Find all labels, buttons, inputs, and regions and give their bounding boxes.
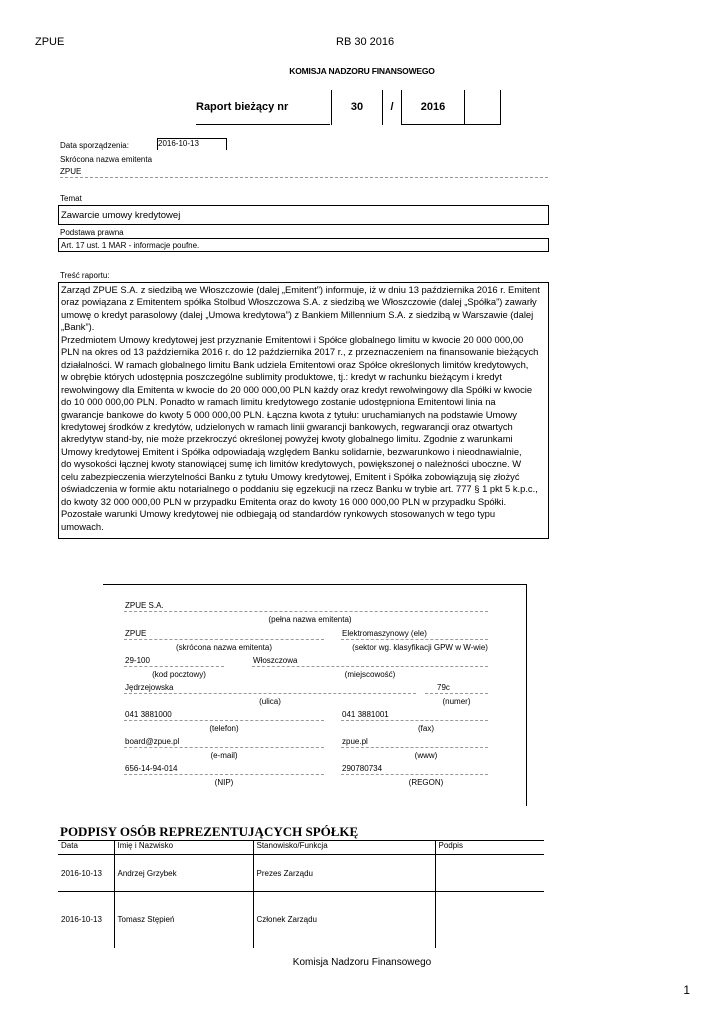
subject-label: Temat [60, 194, 82, 203]
issuer-short-name: ZPUE [125, 629, 147, 638]
issuer-city-label: (miejscowość) [344, 670, 396, 679]
legal-basis-field [58, 238, 549, 252]
signer-signature [435, 892, 544, 948]
commission-title: KOMISJA NADZORU FINANSOWEGO [289, 66, 435, 76]
issuer-nip: 656-14-94-014 [125, 764, 178, 773]
issuer-postal-code: 29-100 [125, 656, 150, 665]
issuer-nip-label: (NIP) [214, 778, 234, 787]
short-name-label: Skrócona nazwa emitenta [60, 155, 153, 164]
signer-position: Prezes Zarządu [253, 855, 435, 892]
short-name-value: ZPUE [60, 167, 82, 176]
report-year: 2016 [420, 101, 446, 113]
page-number: 1 [683, 983, 690, 997]
legal-basis-label: Podstawa prawna [60, 228, 124, 237]
issuer-www-label: (www) [414, 751, 438, 760]
column-header-date: Data [58, 840, 114, 855]
issuer-phone: 041 3881000 [125, 710, 172, 719]
issuer-regon: 290780734 [342, 764, 383, 773]
issuer-email: board@zpue.pl [125, 737, 180, 746]
subject-field [58, 205, 549, 225]
signer-signature [435, 855, 544, 892]
report-number: 30 [350, 101, 364, 113]
issuer-email-label: (e-mail) [210, 751, 238, 760]
issuer-full-name: ZPUE S.A. [125, 601, 164, 610]
report-label: Raport bieżący nr [196, 101, 289, 113]
issuer-postal-code-label: (kod pocztowy) [152, 670, 206, 679]
signer-name: Andrzej Grzybek [114, 855, 253, 892]
issuer-number: 79c [437, 683, 450, 692]
issuer-street: Jędrzejowska [125, 683, 174, 692]
issuer-short-name-label: (skrócona nazwa emitenta) [175, 643, 273, 652]
column-header-position: Stanowisko/Funkcja [253, 840, 435, 855]
date-label: Data sporządzenia: [60, 141, 129, 150]
column-header-signature: Podpis [435, 840, 544, 855]
header-issuer: ZPUE [35, 36, 65, 48]
issuer-phone-label: (telefon) [209, 724, 239, 733]
issuer-www: zpue.pl [342, 737, 368, 746]
issuer-sector-label: (sektor wg. klasyfikacji GPW w W-wie) [352, 643, 488, 652]
signer-date: 2016-10-13 [61, 915, 102, 925]
header-report-code: RB 30 2016 [336, 36, 395, 48]
issuer-fax: 041 3881001 [342, 710, 389, 719]
short-name-field [60, 167, 548, 178]
signer-name: Tomasz Stępień [114, 892, 253, 948]
content-label: Treść raportu: [60, 271, 110, 280]
subject-value: Zawarcie umowy kredytowej [61, 210, 181, 221]
issuer-sector: Elektromaszynowy (ele) [342, 629, 427, 638]
table-row [58, 892, 544, 948]
signer-date: 2016-10-13 [58, 855, 114, 892]
issuer-street-label: (ulica) [259, 697, 281, 706]
issuer-number-label: (numer) [442, 697, 471, 706]
issuer-city: Włoszczowa [253, 656, 298, 665]
column-header-name: Imię i Nazwisko [114, 840, 253, 855]
issuer-regon-label: (REGON) [408, 778, 444, 787]
date-field [157, 138, 227, 150]
legal-basis-value: Art. 17 ust. 1 MAR - informacje poufne. [61, 241, 200, 250]
report-content: Zarząd ZPUE S.A. z siedzibą we Włoszczowie (dalej „Emitent”) informuje, iż w dniu 13 października 2016 r. Emitent oraz powiązana z Emitentem spółka Stolbud Włoszczowa S.A. z siedzibą we Włoszczowie (dalej „Spółka”) zawarły umowę o kredyt parasolowy (dalej „Umowa kredytowa”) z Bankiem Millennium S.A. z siedzibą w Warszawie (dalej „Bank”). Przedmiotem Umowy kredytowej jest przyznanie Emitentowi i Spółce globalnego limitu w kwocie 20 000 000,00 PLN na okres od 13 października 2016 r. do 12 października 2017 r., z przeznaczeniem na finansowanie bieżących działalności. W ramach globalnego limitu Bank udziela Emitentowi oraz Spółce określonych limitów kredytowych, w obrębie których udostępnia poszczególne sublimity produktowe, tj.: kredyt w rachunku bieżącym i kredyt rewolwingowy dla Emitenta w kwocie do 20 000 000,00 PLN każdy oraz kredyt rewolwingowy dla Spółki w kwocie do 10 000 000,00 PLN. Ponadto w ramach limitu kredytowego zostanie udostępniona Emitentowi linia na gwarancje bankowe do kwoty 5 000 000,00 PLN. Łączna kwota z tytułu: uruchamianych na podstawie Umowy kredytowej środków z kredytów, udzielonych w ramach linii gwarancji bankowych, regwarancji oraz otwartych akredytyw stand-by, nie może przekroczyć określonej powyżej kwoty globalnego limitu. Zgodnie z warunkami Umowy kredytowej Emitent i Spółka odpowiadają względem Banku solidarnie, bezwarunkowo i nieodnawialnie, do wysokości łącznej kwoty stanowiącej sumę ich limitów kredytowych, powiększonej o należności uboczne. W celu zabezpieczenia wierzytelności Banku z tytułu Umowy kredytowej, Emitent i Spółka zobowiązują się złożyć oświadczenia w formie aktu notarialnego o poddaniu się egzekucji na rzecz Banku w trybie art. 777 § 1 pkt 5 k.p.c., do kwoty 32 000 000,00 PLN w przypadku Emitenta oraz do kwoty 16 000 000,00 PLN w przypadku Spółki. Pozostałe warunki Umowy kredytowej nie odbiegają od standardów rynkowych stosowanych w tego typu umowach. [58, 282, 549, 539]
issuer-fax-label: (fax) [418, 724, 434, 733]
signatures-title: PODPISY OSÓB REPREZENTUJĄCYCH SPÓŁKĘ [60, 824, 359, 839]
table-row [58, 855, 544, 892]
footer-text: Komisja Nadzoru Finansowego [292, 957, 432, 968]
signatures-table [58, 840, 544, 948]
signer-position: Członek Zarządu [253, 892, 435, 948]
issuer-full-name-label: (pełna nazwa emitenta) [268, 615, 352, 624]
signatures-header-row [58, 840, 544, 855]
report-separator: / [390, 101, 394, 113]
date-value: 2016-10-13 [158, 139, 199, 148]
